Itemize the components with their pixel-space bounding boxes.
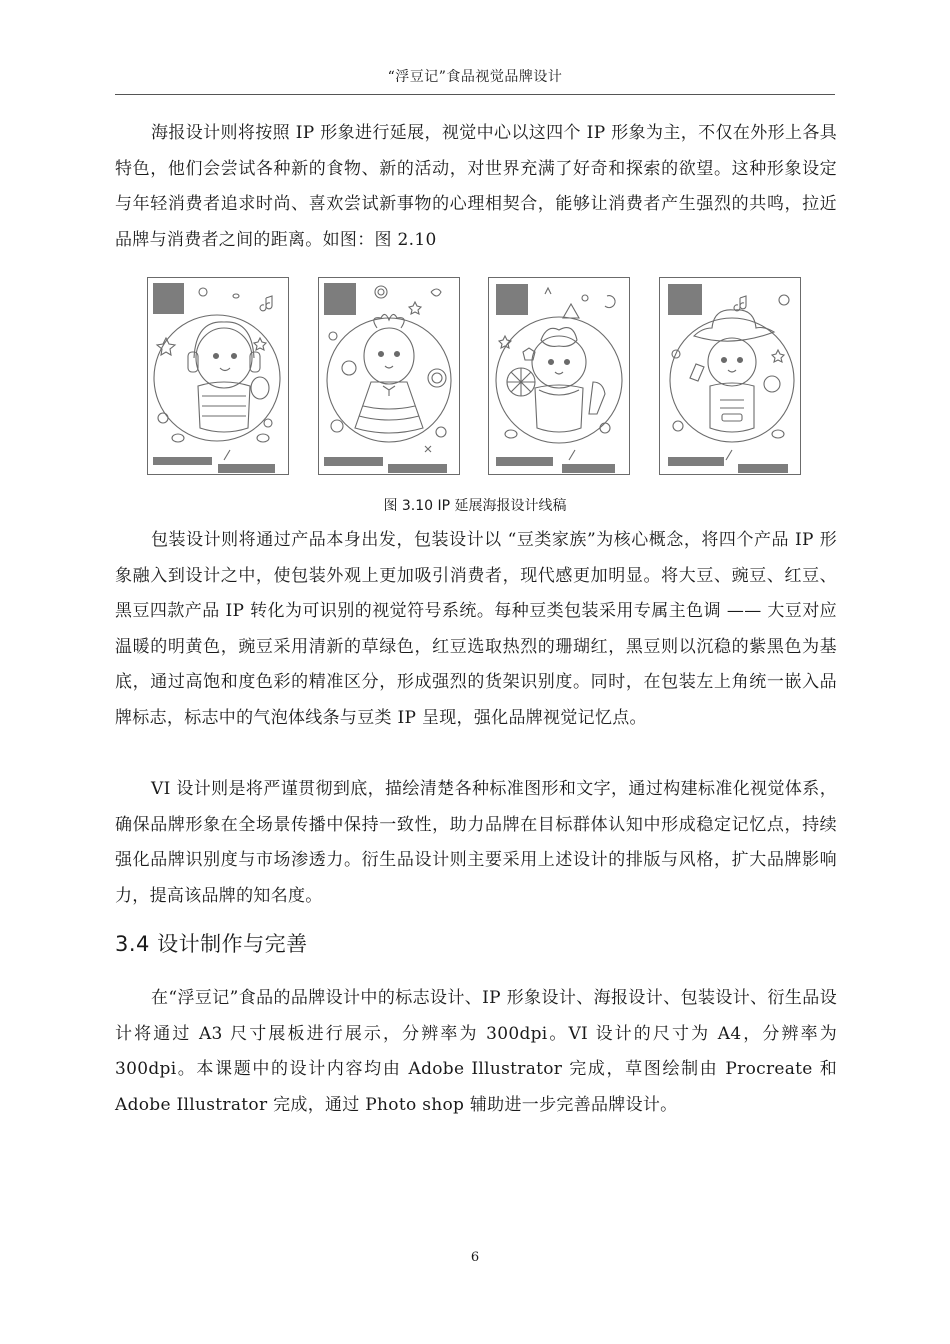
header-rule [115, 94, 835, 95]
running-header: “浮豆记”食品视觉品牌设计 [387, 69, 563, 85]
poster-sketch-3 [488, 277, 630, 475]
figure-caption: 图 3.10 IP 延展海报设计线稿 [383, 498, 567, 514]
poster-sketch-2 [318, 277, 460, 475]
paragraph-packaging-design: 包装设计则将通过产品本身出发，包装设计以 “豆类家族”为核心概念，将四个产品 IP 形象融入到设计之中，使包装外观上更加吸引消费者，现代感更加明显。将大豆、豌豆、红豆、黑豆四款产品 IP 转化为可识别的视觉符号系统。每种豆类包装采用专属主色调 —— 大豆对应温暖的明黄色，豌豆采用清新的草绿色，红豆选取热烈的珊瑚红，黑豆则以沉稳的紫黑色为基底，通过高饱和度色彩的精准区分，形成强烈的货架识别度。同时，在包装左上角统一嵌入品牌标志，标志中的气泡体线条与豆类 IP 呈现，强化品牌视觉记忆点。 [115, 530, 837, 728]
paragraph-production: 在“浮豆记”食品的品牌设计中的标志设计、IP 形象设计、海报设计、包装设计、衍生品设计将通过 A3 尺寸展板进行展示，分辨率为 300dpi。VI 设计的尺寸为 A4，分辨率为 300dpi。本课题中的设计内容均由 Adobe Illustrator 完成，草图绘制由 Procreate 和 Adobe Illustrator 完成，通过 Photo shop 辅助进一步完善品牌设计。 [115, 988, 837, 1115]
poster-sketch-4 [659, 277, 801, 475]
section-heading: 3.4 设计制作与完善 [115, 932, 308, 956]
figure-poster-sketches [147, 277, 801, 477]
paragraph-poster-design: 海报设计则将按照 IP 形象进行延展，视觉中心以这四个 IP 形象为主，不仅在外形上各具特色，他们会尝试各种新的食物、新的活动，对世界充满了好奇和探索的欲望。这种形象设定与年轻消费者追求时尚、喜欢尝试新事物的心理相契合，能够让消费者产生强烈的共鸣，拉近品牌与消费者之间的距离。如图：图 2.10 [115, 123, 837, 250]
paragraph-vi-design: VI 设计则是将严谨贯彻到底，描绘清楚各种标准图形和文字，通过构建标准化视觉体系，确保品牌形象在全场景传播中保持一致性，助力品牌在目标群体认知中形成稳定记忆点，持续强化品牌识别度与市场渗透力。衍生品设计则主要采用上述设计的排版与风格，扩大品牌影响力，提高该品牌的知名度。 [115, 779, 837, 906]
page-number: 6 [470, 1250, 480, 1265]
poster-sketch-1 [147, 277, 289, 475]
